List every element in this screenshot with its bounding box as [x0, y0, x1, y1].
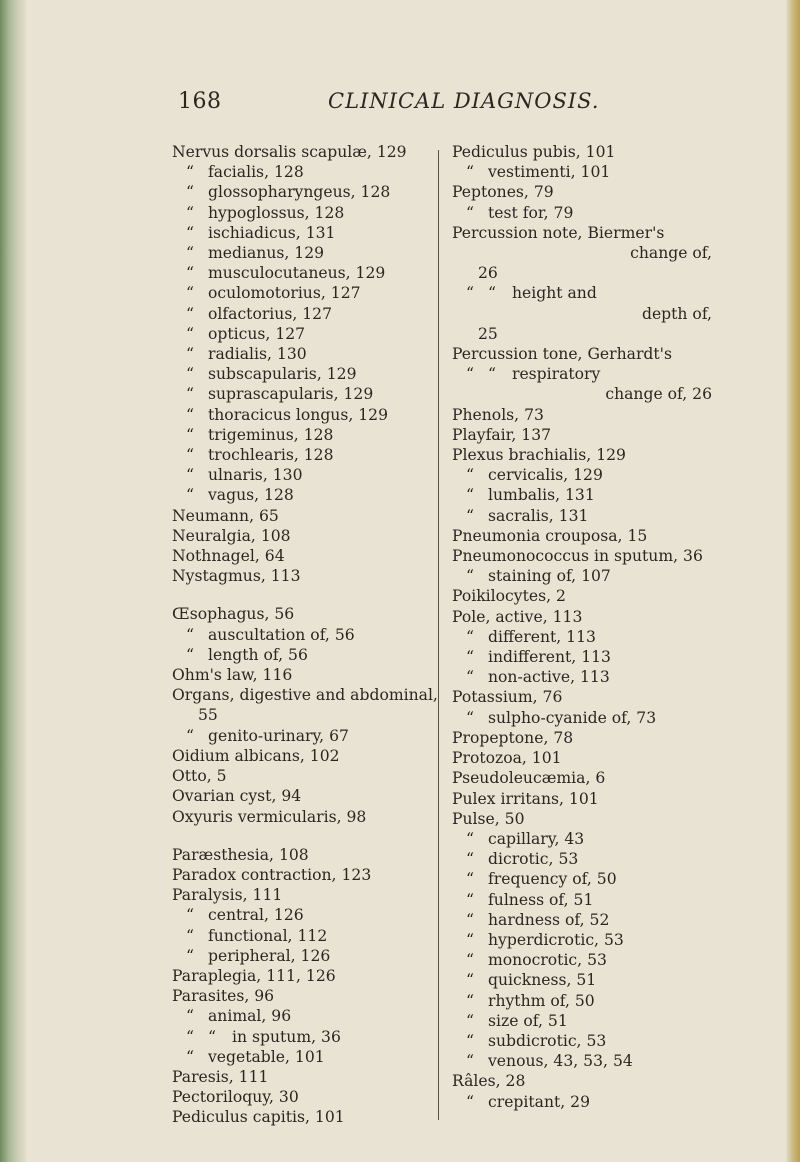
ditto-mark: “: [186, 304, 194, 323]
index-entry-text: lumbalis, 131: [488, 486, 595, 505]
index-entry: [172, 526, 434, 546]
index-subentry: [172, 1006, 434, 1026]
ditto-mark: “: [208, 1027, 216, 1046]
index-entry: [452, 607, 720, 627]
index-entry-text: Neuralgia, 108: [172, 526, 291, 545]
index-subentry: [172, 1027, 434, 1047]
index-entry-text: Propeptone, 78: [452, 728, 574, 747]
index-subentry: [452, 667, 720, 687]
ditto-mark: “: [186, 486, 194, 505]
index-entry-text: Protozoa, 101: [452, 749, 562, 768]
index-entry-text: Oidium albicans, 102: [172, 746, 340, 765]
index-subentry: [172, 384, 434, 404]
index-entry-text: Organs, digestive and abdominal,: [172, 686, 438, 705]
running-title: CLINICAL DIAGNOSIS.: [328, 89, 600, 113]
index-entry-text: Pediculus capitis, 101: [172, 1108, 345, 1127]
index-entry-text: Playfair, 137: [452, 425, 552, 444]
index-subentry: [452, 708, 720, 728]
index-entry-text: rhythm of, 50: [488, 991, 595, 1010]
ditto-mark: “: [186, 264, 194, 283]
ditto-mark: “: [466, 971, 474, 990]
index-subentry: [172, 645, 434, 665]
index-entry: [172, 604, 434, 624]
index-entry-text: Paraplegia, 111, 126: [172, 966, 336, 985]
index-entry: [172, 746, 434, 766]
ditto-mark: “: [466, 466, 474, 485]
ditto-mark: “: [466, 930, 474, 949]
ditto-mark: “: [466, 829, 474, 848]
index-subentry: [172, 946, 434, 966]
book-gutter-left: [0, 0, 26, 1162]
index-entry: [172, 665, 434, 685]
index-entry: [172, 1087, 434, 1107]
index-entry-text: medianus, 129: [208, 244, 325, 263]
index-subentry: [172, 324, 434, 344]
index-subentry: [452, 283, 720, 303]
index-entry: [172, 1107, 434, 1127]
index-entry-text: subdicrotic, 53: [488, 1031, 607, 1050]
ditto-mark: “: [488, 284, 496, 303]
index-entry: [452, 344, 720, 364]
index-subentry: [172, 243, 434, 263]
index-entry: [452, 546, 720, 566]
index-entry-text: facialis, 128: [208, 163, 304, 182]
index-entry: [452, 768, 720, 788]
index-entry-text: peripheral, 126: [208, 946, 331, 965]
page-edge-right: [786, 0, 800, 1162]
index-entry-text: Phenols, 73: [452, 405, 544, 424]
ditto-mark: “: [466, 284, 474, 303]
ditto-mark: “: [186, 324, 194, 343]
ditto-mark: “: [466, 850, 474, 869]
index-entry: [172, 845, 434, 865]
index-continuation: [452, 304, 720, 324]
index-subentry: [452, 890, 720, 910]
index-subentry: [172, 162, 434, 182]
index-entry: [172, 807, 434, 827]
index-entry-text: height and: [512, 284, 597, 303]
index-subentry: [452, 364, 720, 384]
index-entry-text: ulnaris, 130: [208, 466, 303, 485]
index-entry-text: vegetable, 101: [208, 1047, 325, 1066]
index-subentry: [452, 930, 720, 950]
index-subentry: [172, 263, 434, 283]
index-subentry: [452, 1051, 720, 1071]
ditto-mark: “: [466, 203, 474, 222]
index-subentry: [452, 869, 720, 889]
index-subentry: [452, 203, 720, 223]
ditto-mark: “: [466, 567, 474, 586]
index-subentry: [172, 203, 434, 223]
index-entry-text: Percussion tone, Gerhardt's: [452, 345, 672, 364]
index-subentry: [172, 905, 434, 925]
index-entry: [452, 142, 720, 162]
index-entry-text: Parasites, 96: [172, 987, 275, 1006]
ditto-mark: “: [186, 466, 194, 485]
index-subentry: [172, 485, 434, 505]
index-subentry: [172, 304, 434, 324]
index-subentry: [452, 1031, 720, 1051]
index-subentry: [452, 647, 720, 667]
index-entry-text: hypoglossus, 128: [208, 203, 345, 222]
ditto-mark: “: [466, 668, 474, 687]
index-entry-text: Potassium, 76: [452, 688, 563, 707]
index-entry-text: Pneumonia crouposa, 15: [452, 526, 648, 545]
index-entry-text: crepitant, 29: [488, 1092, 591, 1111]
index-entry-text: sulpho-cyanide of, 73: [488, 708, 657, 727]
index-entry-text: auscultation of, 56: [208, 625, 355, 644]
ditto-mark: “: [186, 906, 194, 925]
index-entry-text: Œsophagus, 56: [172, 605, 295, 624]
index-entry-text: respiratory: [512, 365, 601, 384]
index-entry: [172, 786, 434, 806]
index-entry-text: different, 113: [488, 627, 596, 646]
ditto-mark: “: [466, 506, 474, 525]
index-entry-text: fulness of, 51: [488, 890, 594, 909]
index-entry: [172, 885, 434, 905]
index-subentry: [452, 162, 720, 182]
index-entry-text: Pneumonococcus in sputum, 36: [452, 547, 703, 566]
index-entry-text: Pediculus pubis, 101: [452, 143, 616, 161]
section-gap: [172, 586, 434, 604]
index-subentry: [452, 950, 720, 970]
index-entry-text: genito-urinary, 67: [208, 726, 349, 745]
index-entry-text: 26: [478, 264, 498, 283]
ditto-mark: “: [186, 385, 194, 404]
index-entry-text: Pseudoleucæmia, 6: [452, 769, 606, 788]
index-entry-text: musculocutaneus, 129: [208, 264, 386, 283]
index-entry-text: trigeminus, 128: [208, 425, 334, 444]
index-entry: [452, 526, 720, 546]
index-entry-text: in sputum, 36: [232, 1027, 341, 1046]
index-entry-text: olfactorius, 127: [208, 304, 332, 323]
index-entry-text: hyperdicrotic, 53: [488, 930, 624, 949]
index-entry: [172, 1067, 434, 1087]
ditto-mark: “: [466, 708, 474, 727]
index-entry: [452, 789, 720, 809]
ditto-mark: “: [466, 365, 474, 384]
index-entry: [172, 966, 434, 986]
index-subentry: [452, 506, 720, 526]
index-subentry: [452, 1092, 720, 1112]
index-entry-text: trochlearis, 128: [208, 446, 334, 465]
index-subentry: [452, 991, 720, 1011]
index-entry-text: animal, 96: [208, 1007, 292, 1026]
column-divider: [438, 150, 439, 1120]
index-subentry: [452, 849, 720, 869]
ditto-mark: “: [186, 284, 194, 303]
index-entry-text: central, 126: [208, 906, 304, 925]
ditto-mark: “: [466, 1052, 474, 1071]
index-entry: [452, 586, 720, 606]
ditto-mark: “: [466, 163, 474, 182]
ditto-mark: “: [186, 645, 194, 664]
ditto-mark: “: [186, 625, 194, 644]
index-entry-text: staining of, 107: [488, 567, 611, 586]
ditto-mark: “: [186, 446, 194, 465]
index-subentry: [172, 1047, 434, 1067]
index-entry: [452, 687, 720, 707]
ditto-mark: “: [466, 870, 474, 889]
ditto-mark: “: [186, 425, 194, 444]
index-continuation: [452, 384, 720, 404]
index-subentry: [172, 405, 434, 425]
index-entry-text: Pole, active, 113: [452, 607, 583, 626]
index-entry: [172, 142, 434, 162]
ditto-mark: “: [186, 183, 194, 202]
ditto-mark: “: [186, 405, 194, 424]
index-continuation: [452, 243, 720, 263]
index-subentry: [172, 625, 434, 645]
index-entry-text: indifferent, 113: [488, 648, 611, 667]
index-entry-text: Plexus brachialis, 129: [452, 446, 626, 465]
index-entry-text: dicrotic, 53: [488, 850, 579, 869]
index-entry-text: non-active, 113: [488, 668, 610, 687]
index-subentry: [452, 485, 720, 505]
index-entry-text: cervicalis, 129: [488, 466, 603, 485]
index-entry-text: vestimenti, 101: [488, 163, 611, 182]
ditto-mark: “: [186, 345, 194, 364]
index-subentry: [172, 445, 434, 465]
index-entry-text: venous, 43, 53, 54: [488, 1052, 633, 1071]
index-entry-text: length of, 56: [208, 645, 308, 664]
index-entry-text: Paresis, 111: [172, 1067, 269, 1086]
index-entry-text: Pulse, 50: [452, 809, 525, 828]
section-gap: [172, 827, 434, 845]
ditto-mark: “: [466, 627, 474, 646]
ditto-mark: “: [186, 1007, 194, 1026]
index-entry-text: glossopharyngeus, 128: [208, 183, 391, 202]
index-subentry: [172, 223, 434, 243]
index-entry: [452, 182, 720, 202]
ditto-mark: “: [186, 203, 194, 222]
index-entry: [172, 546, 434, 566]
index-entry: [172, 865, 434, 885]
index-entry-text: Otto, 5: [172, 767, 227, 786]
page-header: [178, 89, 778, 119]
page-number: 168: [178, 89, 222, 114]
index-subentry: [452, 970, 720, 990]
ditto-mark: “: [186, 223, 194, 242]
ditto-mark: “: [186, 946, 194, 965]
ditto-mark: “: [466, 951, 474, 970]
index-entry: [452, 425, 720, 445]
index-entry-text: suprascapularis, 129: [208, 385, 374, 404]
index-subentry: [172, 726, 434, 746]
index-entry-text: Paradox contraction, 123: [172, 865, 372, 884]
index-subentry: [452, 1011, 720, 1031]
index-entry-text: hardness of, 52: [488, 910, 610, 929]
index-entry-text: size of, 51: [488, 1011, 568, 1030]
index-subentry: [172, 283, 434, 303]
index-entry-text: sacralis, 131: [488, 506, 589, 525]
index-entry-text: test for, 79: [488, 203, 574, 222]
index-entry-text: Pulex irritans, 101: [452, 789, 599, 808]
index-subentry: [172, 425, 434, 445]
index-entry: [452, 405, 720, 425]
ditto-mark: “: [186, 244, 194, 263]
index-entry: [172, 506, 434, 526]
ditto-mark: “: [466, 1011, 474, 1030]
index-entry-text: Neumann, 65: [172, 506, 279, 525]
ditto-mark: “: [466, 890, 474, 909]
index-subentry: [452, 566, 720, 586]
index-entry-text: Nervus dorsalis scapulæ, 129: [172, 143, 407, 161]
index-entry-text: oculomotorius, 127: [208, 284, 361, 303]
index-entry-text: depth of,: [641, 304, 712, 323]
ditto-mark: “: [466, 1092, 474, 1111]
index-subentry: [172, 182, 434, 202]
index-entry-text: vagus, 128: [208, 486, 294, 505]
index-entry: [452, 809, 720, 829]
index-subentry: [452, 465, 720, 485]
index-entry-text: Ovarian cyst, 94: [172, 787, 302, 806]
index-column-right: [452, 142, 720, 1112]
ditto-mark: “: [186, 365, 194, 384]
ditto-mark: “: [466, 486, 474, 505]
index-entry-text: change of,: [630, 244, 712, 263]
index-entry-text: quickness, 51: [488, 971, 597, 990]
index-entry-text: Percussion note, Biermer's: [452, 223, 665, 242]
index-entry: [452, 445, 720, 465]
index-subentry: [172, 344, 434, 364]
index-column-left: [172, 142, 438, 1128]
index-entry-text: opticus, 127: [208, 324, 306, 343]
index-entry: [172, 986, 434, 1006]
index-entry: [452, 728, 720, 748]
index-continuation: [452, 263, 720, 283]
index-continuation: [452, 324, 720, 344]
index-entry: [172, 566, 434, 586]
index-entry-text: Peptones, 79: [452, 183, 554, 202]
ditto-mark: “: [466, 648, 474, 667]
ditto-mark: “: [186, 726, 194, 745]
index-entry-text: Nothnagel, 64: [172, 547, 285, 566]
ditto-mark: “: [466, 991, 474, 1010]
index-entry: [452, 1071, 720, 1091]
index-entry-text: subscapularis, 129: [208, 365, 357, 384]
index-entry-text: change of, 26: [605, 385, 712, 404]
index-entry-text: monocrotic, 53: [488, 951, 607, 970]
index-entry-text: Nystagmus, 113: [172, 567, 301, 586]
index-entry-text: ischiadicus, 131: [208, 223, 336, 242]
index-entry-text: Oxyuris vermicularis, 98: [172, 807, 367, 826]
index-entry-text: functional, 112: [208, 926, 328, 945]
ditto-mark: “: [186, 163, 194, 182]
index-subentry: [172, 465, 434, 485]
index-subentry: [452, 627, 720, 647]
index-entry-text: capillary, 43: [488, 829, 585, 848]
ditto-mark: “: [186, 1027, 194, 1046]
index-entry: [172, 685, 438, 705]
ditto-mark: “: [466, 910, 474, 929]
index-subentry: [452, 829, 720, 849]
index-entry-text: thoracicus longus, 129: [208, 405, 389, 424]
index-entry-text: 55: [198, 706, 218, 725]
index-entry-text: Pectoriloquy, 30: [172, 1088, 299, 1107]
index-entry-text: Ohm's law, 116: [172, 666, 293, 685]
index-entry-text: 25: [478, 324, 498, 343]
index-subentry: [172, 364, 434, 384]
index-entry: [452, 748, 720, 768]
ditto-mark: “: [186, 1047, 194, 1066]
index-entry-text: Poikilocytes, 2: [452, 587, 566, 606]
index-entry: [452, 223, 720, 243]
index-entry: [172, 766, 434, 786]
ditto-mark: “: [488, 365, 496, 384]
index-entry-text: Paræsthesia, 108: [172, 845, 309, 864]
ditto-mark: “: [186, 926, 194, 945]
index-entry-text: frequency of, 50: [488, 870, 617, 889]
index-entry-text: Paralysis, 111: [172, 886, 283, 905]
index-entry-text: radialis, 130: [208, 345, 307, 364]
ditto-mark: “: [466, 1031, 474, 1050]
index-subentry: [452, 910, 720, 930]
index-continuation: [172, 705, 434, 725]
index-entry-text: Râles, 28: [452, 1072, 526, 1091]
index-subentry: [172, 926, 434, 946]
